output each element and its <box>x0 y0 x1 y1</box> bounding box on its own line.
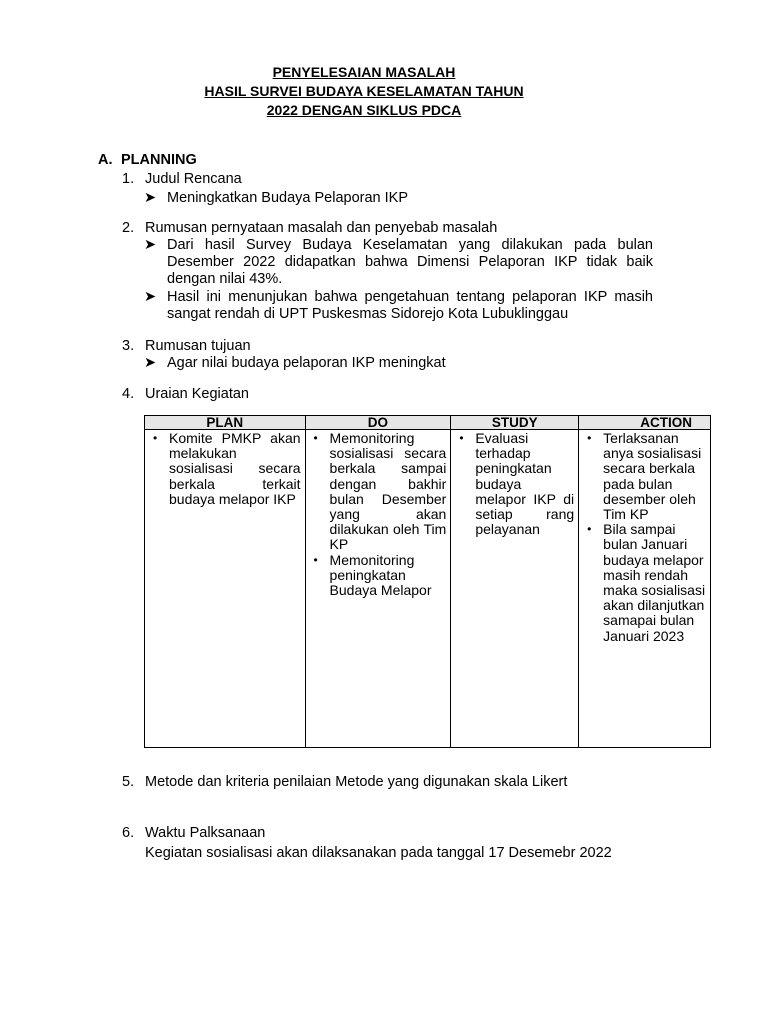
doc-title-line3: 2022 DENGAN SIKLUS PDCA <box>266 102 462 118</box>
item4-number: 4. <box>122 386 135 402</box>
doc-title-line2: HASIL SURVEI BUDAYA KESELAMATAN TAHUN <box>204 83 524 99</box>
arrow-bullet-icon: ➤ <box>144 289 157 305</box>
section-a-label: A. <box>98 152 113 168</box>
action-item: • Terlaksanan anya sosialisasi secara berkala pada bulan desember oleh Tim KP <box>603 431 706 522</box>
plan-cell <box>145 430 306 748</box>
item3-title: Rumusan tujuan <box>145 338 251 354</box>
item1-title: Judul Rencana <box>145 171 242 187</box>
item5-title: Metode dan kriteria penilaian Metode yang digunakan skala Likert <box>145 774 568 790</box>
item2-bullet-2: Hasil ini menunjukan bahwa pengetahuan tentang pelaporan IKP masih sangat rendah di UPT Puskesmas Sidorejo Kota Lubuklinggau <box>167 289 653 322</box>
item5-number: 5. <box>122 774 135 790</box>
action-item: • Bila sampai bulan Januari budaya melapor masih rendah maka sosialisasi akan dilanjutkan samapai bulan Januari 2023 <box>603 522 706 644</box>
study-item: • Evaluasi terhadap peningkatan budaya melapor IKP di setiap rang pelayanan <box>475 431 574 537</box>
table-header-plan: PLAN <box>145 416 306 430</box>
do-item: • Memonitoring sosialisasi secara berkala sampai dengan bakhir bulan Desember yang akan dilakukan oleh Tim KP <box>330 431 447 553</box>
item3-bullet: Agar nilai budaya pelaporan IKP meningkat <box>167 355 446 371</box>
doc-title-line1: PENYELESAIAN MASALAH <box>272 64 456 80</box>
item6-text: Kegiatan sosialisasi akan dilaksanakan pada tanggal 17 Desemebr 2022 <box>145 845 612 861</box>
plan-item: • Komite PMKP akan melakukan sosialisasi secara berkala terkait budaya melapor IKP <box>169 431 301 507</box>
item1-bullet: Meningkatkan Budaya Pelaporan IKP <box>167 190 409 206</box>
table-header-row <box>145 416 711 430</box>
arrow-bullet-icon: ➤ <box>144 237 157 253</box>
item2-bullet-1: Dari hasil Survey Budaya Keselamatan yang dilakukan pada bulan Desember 2022 didapatkan bahwa Dimensi Pelaporan IKP tidak baik dengan nilai 43%. <box>167 237 653 287</box>
item1-number: 1. <box>122 171 135 187</box>
table-row <box>145 430 711 748</box>
item3-number: 3. <box>122 338 135 354</box>
activity-table <box>144 415 711 748</box>
study-cell <box>451 430 579 748</box>
arrow-bullet-icon: ➤ <box>144 355 157 371</box>
item6-number: 6. <box>122 825 135 841</box>
table-header-do: DO <box>305 416 451 430</box>
arrow-bullet-icon: ➤ <box>144 190 157 206</box>
item2-number: 2. <box>122 220 135 236</box>
item4-title: Uraian Kegiatan <box>145 386 249 402</box>
do-cell <box>305 430 451 748</box>
table-header-study: STUDY <box>451 416 579 430</box>
table-header-action: ACTION <box>579 416 711 430</box>
action-cell <box>579 430 711 748</box>
do-item: • Memonitoring peningkatan Budaya Melapor <box>330 553 447 599</box>
section-a-title: PLANNING <box>121 152 197 168</box>
item2-title: Rumusan pernyataan masalah dan penyebab masalah <box>145 220 498 236</box>
item6-title: Waktu Palksanaan <box>145 825 266 841</box>
